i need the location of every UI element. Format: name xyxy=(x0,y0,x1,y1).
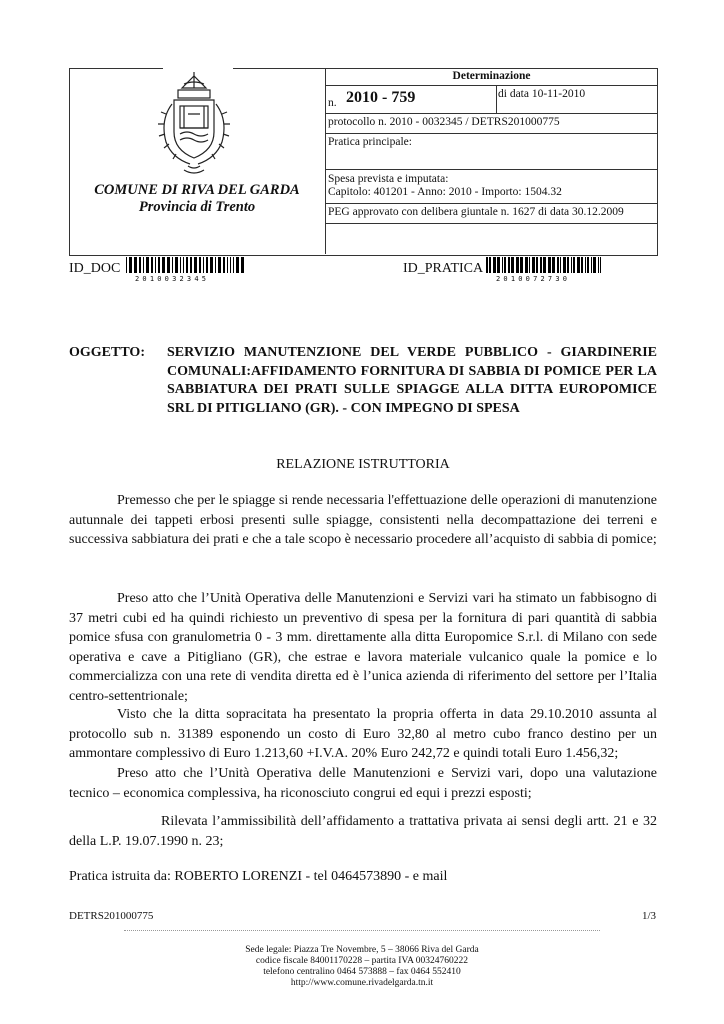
relazione-heading: RELAZIONE ISTRUTTORIA xyxy=(276,457,450,472)
footer-legal xyxy=(124,945,600,989)
id-doc-barcode-icon xyxy=(126,257,244,273)
paragraph-preso-atto-1: Preso atto che l’Unità Operativa delle Manutenzioni e Servizi vari ha stimato un fabbisogno di 37 metri cubi ed ha quindi richiesto un preventivo di spesa per la fornitura di pari quantità di sabbia pomice sfusa con granulometria 0 - 3 mm. direttamente alla ditta Europomice S.r.l. di Milano con sede operativa e cave a Pitigliano (GR), che estrae e lavora materiale vulcanico quale la pomice e lo commercializza con una rete di vendita diretta ed è l’unica azienda di riferimento del settore per l’Italia centro-settentrionale; xyxy=(69,591,657,704)
pratica-principale-text: Pratica principale: xyxy=(328,136,412,148)
id-doc-number: 2010032345 xyxy=(135,275,210,283)
pratica-istruita: Pratica istruita da: ROBERTO LORENZI - tel 0464573890 - e mail xyxy=(69,869,448,884)
determinazione-title-row xyxy=(326,68,657,86)
legal-fiscal: codice fiscale 84001170228 – partita IVA 00324760222 xyxy=(255,956,469,966)
comune-heading xyxy=(74,182,320,216)
protocollo-text: protocollo n. 2010 - 0032345 / DETRS201000775 xyxy=(328,116,560,128)
legal-website[interactable]: http://www.comune.rivadelgarda.tn.it xyxy=(290,978,434,988)
determinazione-table xyxy=(325,68,657,254)
peg-row xyxy=(326,203,657,224)
paragraph-visto: Visto che la ditta sopracitata ha presentato la propria offerta in data 29.10.2010 assunta al protocollo sub n. 31389 esponendo un costo di Euro 32,80 al metro cubo franco destino per un ammontare complessivo di Euro 1.213,60 +I.V.A. 20% Euro 242,72 e quindi totali Euro 1.456,32; xyxy=(69,707,657,761)
spesa-row xyxy=(326,169,657,204)
numero-row xyxy=(326,85,657,114)
id-pratica-number: 2010072730 xyxy=(496,275,571,283)
protocollo-row xyxy=(326,113,657,134)
footer-page: 1/3 xyxy=(641,910,656,922)
determinazione-date: di data 10-11-2010 xyxy=(498,88,586,100)
spesa-line-1: Spesa prevista e imputata: xyxy=(328,173,449,185)
oggetto-text: SERVIZIO MANUTENZIONE DEL VERDE PUBBLICO - GIARDINERIE COMUNALI:AFFIDAMENTO FORNITURA DI SABBIA DI POMICE PER LA SABBIATURA DEI PRATI SULLE SPIAGGE ALLA DITTA EUROPOMICE SRL DI PITIGLIANO (GR). - CON IMPEGNO DI SPESA xyxy=(167,345,657,416)
paragraph-rilevata: Rilevata l’ammissibilità dell’affidamento a trattativa privata ai sensi degli artt. 21 e 32 della L.P. 19.07.1990 n. 23; xyxy=(69,814,657,849)
comune-name: COMUNE DI RIVA DEL GARDA xyxy=(94,182,300,198)
legal-address: Sede legale: Piazza Tre Novembre, 5 – 38066 Riva del Garda xyxy=(245,945,479,955)
peg-text: PEG approvato con delibera giuntale n. 1627 di data 30.12.2009 xyxy=(328,206,624,218)
municipal-crest-icon xyxy=(154,70,234,180)
id-pratica-label: ID_PRATICA xyxy=(403,261,484,276)
determinazione-title: Determinazione xyxy=(452,70,531,82)
provincia-name: Provincia di Trento xyxy=(138,199,256,215)
footer-code: DETRS201000775 xyxy=(69,910,154,922)
numero-divider xyxy=(496,85,497,113)
paragraph-preso-atto-2: Preso atto che l’Unità Operativa delle Manutenzioni e Servizi vari, dopo una valutazione tecnico – economica complessiva, ha riconosciuto congrui ed equi i prezzi esposti; xyxy=(69,766,657,801)
n-label: n. xyxy=(328,97,337,109)
oggetto-label: OGGETTO: xyxy=(69,345,145,360)
id-doc-label: ID_DOC xyxy=(69,261,121,276)
spesa-line-2: Capitolo: 401201 - Anno: 2010 - Importo: 1504.32 xyxy=(328,186,562,198)
determinazione-number: 2010 - 759 xyxy=(346,89,416,106)
legal-phone: telefono centralino 0464 573888 – fax 0464 552410 xyxy=(263,967,461,977)
pratica-row xyxy=(326,133,657,170)
paragraph-premesso: Premesso che per le spiagge si rende necessaria l'effettuazione delle operazioni di manutenzione autunnale dei tappeti erbosi presenti sulle spiagge, consistenti nella decompattazione dei terreni e successiva sabbiatura dei prati e che a tale scopo è necessario procedere all’acquisto di sabbia di pomice; xyxy=(69,493,657,547)
footer-separator xyxy=(124,930,600,931)
id-pratica-barcode-icon xyxy=(486,257,604,273)
